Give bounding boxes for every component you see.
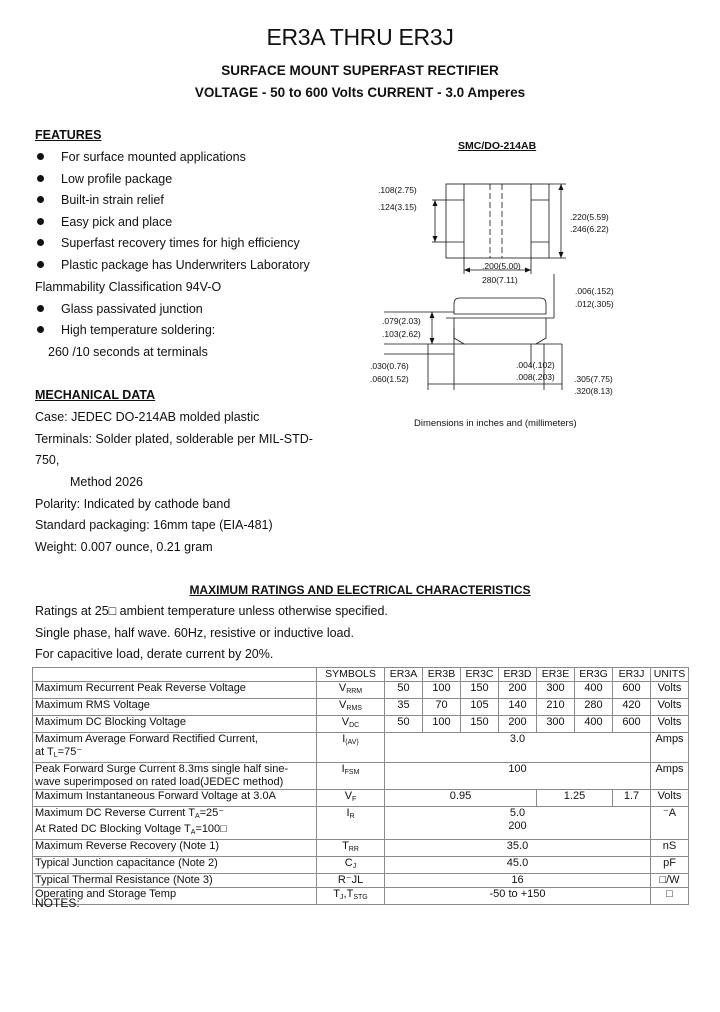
table-header-row bbox=[33, 668, 689, 682]
dim-label: .030(0.76) bbox=[370, 361, 409, 371]
dim-label: .103(2.62) bbox=[382, 329, 421, 339]
dim-label: .200(5.00) bbox=[482, 261, 521, 271]
symbol-cell: $V_{RRM}$ bbox=[317, 682, 385, 699]
dim-label: .305(7.75) bbox=[574, 374, 613, 384]
subtitle-voltage-current: VOLTAGE - 50 to 600 Volts CURRENT - 3.0 Amperes bbox=[194, 85, 526, 100]
table-row bbox=[33, 699, 689, 716]
value-cell: 45.0 bbox=[385, 857, 651, 874]
mech-terminals: Terminals: Solder plated, solderable per MIL-STD- bbox=[35, 432, 313, 446]
header-cell: ER3C bbox=[461, 668, 499, 682]
value-cell: 105 bbox=[461, 699, 499, 716]
value-cell: 200 bbox=[499, 716, 537, 733]
feature-item: For surface mounted applications bbox=[61, 150, 246, 164]
table-row bbox=[33, 857, 689, 874]
dim-label: .246(6.22) bbox=[570, 224, 609, 234]
unit-cell: nS bbox=[651, 840, 689, 857]
features-heading: FEATURES bbox=[35, 128, 102, 142]
value-cell: 16 bbox=[385, 874, 651, 888]
feature-item: Glass passivated junction bbox=[61, 302, 203, 316]
table-row bbox=[33, 807, 689, 840]
param-cell: Maximum Average Forward Rectified Current, at $T_L=75^-$ bbox=[33, 733, 317, 763]
mech-polarity: Polarity: Indicated by cathode band bbox=[35, 497, 231, 511]
bullet-icon bbox=[37, 305, 44, 312]
symbol-cell: $I_{(AV)}$ bbox=[317, 733, 385, 763]
value-cell: 150 bbox=[461, 682, 499, 699]
header-cell: ER3J bbox=[613, 668, 651, 682]
unit-cell: Volts bbox=[651, 682, 689, 699]
param-cell: Peak Forward Surge Current 8.3ms single half sine- wave superimposed on rated load(JEDEC method) bbox=[33, 763, 317, 790]
symbol-cell: $V_F$ bbox=[317, 790, 385, 807]
table-row bbox=[33, 840, 689, 857]
value-cell: 70 bbox=[423, 699, 461, 716]
mech-weight: Weight: 0.007 ounce, 0.21 gram bbox=[35, 540, 213, 554]
dim-label: .006(.152) bbox=[575, 286, 614, 296]
dim-label: .060(1.52) bbox=[370, 374, 409, 384]
value-cell: 100 bbox=[385, 763, 651, 790]
dim-label: 280(7.11) bbox=[482, 275, 518, 285]
header-cell: SYMBOLS bbox=[317, 668, 385, 682]
dim-label: .004(.102) bbox=[516, 360, 555, 370]
value-cell: 3.0 bbox=[385, 733, 651, 763]
bullet-icon bbox=[37, 196, 44, 203]
value-cell: 600 bbox=[613, 716, 651, 733]
param-cell: Maximum RMS Voltage bbox=[33, 699, 317, 716]
value-cell: 600 bbox=[613, 682, 651, 699]
header-cell bbox=[33, 668, 317, 682]
value-cell: 400 bbox=[575, 682, 613, 699]
unit-cell: Amps bbox=[651, 733, 689, 763]
header-cell: ER3B bbox=[423, 668, 461, 682]
table-row bbox=[33, 874, 689, 888]
header-cell: ER3E bbox=[537, 668, 575, 682]
symbol-cell: $T_{RR}$ bbox=[317, 840, 385, 857]
dim-label: .124(3.15) bbox=[378, 202, 417, 212]
feature-item: Easy pick and place bbox=[61, 215, 173, 229]
feature-item: Plastic package has Underwriters Laboratory bbox=[61, 258, 310, 272]
header-cell: UNITS bbox=[651, 668, 689, 682]
value-cell: 100 bbox=[423, 716, 461, 733]
electrical-characteristics-table bbox=[32, 667, 689, 905]
mechanical-heading: MECHANICAL DATA bbox=[35, 388, 156, 402]
value-cell: 420 bbox=[613, 699, 651, 716]
unit-cell: pF bbox=[651, 857, 689, 874]
param-cell: Maximum Recurrent Peak Reverse Voltage bbox=[33, 682, 317, 699]
unit-cell: Volts bbox=[651, 716, 689, 733]
header-cell: ER3D bbox=[499, 668, 537, 682]
ratings-line: Ratings at 25□ ambient temperature unless otherwise specified. bbox=[35, 604, 388, 618]
unit-cell: ⁻A bbox=[651, 807, 689, 840]
value-cell: 280 bbox=[575, 699, 613, 716]
unit-cell: □/W bbox=[651, 874, 689, 888]
header-cell: ER3G bbox=[575, 668, 613, 682]
table-row bbox=[33, 888, 689, 905]
feature-item: High temperature soldering: bbox=[61, 323, 216, 337]
symbol-cell: $I_R$ bbox=[317, 807, 385, 840]
dim-label: .220(5.59) bbox=[570, 212, 609, 222]
bullet-icon bbox=[37, 153, 44, 160]
mech-method: Method 2026 bbox=[70, 475, 143, 489]
dimension-caption: Dimensions in inches and (millimeters) bbox=[414, 418, 577, 429]
bullet-icon bbox=[37, 326, 44, 333]
ratings-line: For capacitive load, derate current by 20%. bbox=[35, 647, 274, 661]
dim-label: .320(8.13) bbox=[574, 386, 613, 396]
param-cell: Operating and Storage Temp bbox=[33, 888, 317, 905]
value-cell: 50 bbox=[385, 716, 423, 733]
symbol-cell: $V_{RMS}$ bbox=[317, 699, 385, 716]
value-cell: 300 bbox=[537, 682, 575, 699]
param-cell: Maximum DC Blocking Voltage bbox=[33, 716, 317, 733]
table-row bbox=[33, 790, 689, 807]
unit-cell: Volts bbox=[651, 790, 689, 807]
param-cell: Maximum Reverse Recovery (Note 1) bbox=[33, 840, 317, 857]
bullet-icon bbox=[37, 239, 44, 246]
symbol-cell: $C_J$ bbox=[317, 857, 385, 874]
ratings-line: Single phase, half wave. 60Hz, resistive or inductive load. bbox=[35, 626, 354, 640]
bullet-icon bbox=[37, 175, 44, 182]
package-title: SMC/DO-214AB bbox=[458, 140, 537, 152]
param-cell: Maximum DC Reverse Current $T_A=25^-$ At Rated DC Blocking Voltage $T_A=100□$ bbox=[33, 807, 317, 840]
header-cell: ER3A bbox=[385, 668, 423, 682]
value-cell: 300 bbox=[537, 716, 575, 733]
package-side-body bbox=[454, 298, 546, 314]
feature-item: Low profile package bbox=[61, 172, 173, 186]
value-cell: 50 bbox=[385, 682, 423, 699]
value-cell: 35 bbox=[385, 699, 423, 716]
dim-label: .012(.305) bbox=[575, 299, 614, 309]
value-cell: 200 bbox=[499, 682, 537, 699]
symbol-cell: $I_{FSM}$ bbox=[317, 763, 385, 790]
symbol-cell: R⁻JL bbox=[317, 874, 385, 888]
table-row bbox=[33, 733, 689, 763]
value-cell: 0.95 bbox=[385, 790, 537, 807]
value-cell: -50 to +150 bbox=[385, 888, 651, 905]
value-cell: 1.7 bbox=[613, 790, 651, 807]
value-cell: 100 bbox=[423, 682, 461, 699]
value-cell: 150 bbox=[461, 716, 499, 733]
ratings-heading: MAXIMUM RATINGS AND ELECTRICAL CHARACTERISTICS bbox=[189, 583, 531, 597]
page-title: ER3A THRU ER3J bbox=[266, 24, 454, 50]
flammability-text: Flammability Classification 94V-O bbox=[35, 280, 222, 294]
dim-label: .008(.203) bbox=[516, 372, 555, 382]
soldering-detail: 260 /10 seconds at terminals bbox=[48, 345, 208, 359]
dim-label: .079(2.03) bbox=[382, 316, 421, 326]
param-cell: Typical Junction capacitance (Note 2) bbox=[33, 857, 317, 874]
mech-terminals-cont: 750, bbox=[35, 453, 60, 467]
table-row bbox=[33, 682, 689, 699]
bullet-icon bbox=[37, 261, 44, 268]
param-cell: Maximum Instantaneous Forward Voltage at 3.0A bbox=[33, 790, 317, 807]
param-cell: Typical Thermal Resistance (Note 3) bbox=[33, 874, 317, 888]
unit-cell: □ bbox=[651, 888, 689, 905]
mech-packaging: Standard packaging: 16mm tape (EIA-481) bbox=[35, 518, 273, 532]
value-cell: 400 bbox=[575, 716, 613, 733]
value-cell: 140 bbox=[499, 699, 537, 716]
unit-cell: Volts bbox=[651, 699, 689, 716]
notes-heading: NOTES: bbox=[35, 896, 80, 910]
table-row bbox=[33, 763, 689, 790]
bullet-icon bbox=[37, 218, 44, 225]
value-cell: 5.0 200 bbox=[385, 807, 651, 840]
subtitle-product-type: SURFACE MOUNT SUPERFAST RECTIFIER bbox=[221, 63, 499, 78]
package-dimension-diagram bbox=[368, 178, 628, 398]
dim-label: .108(2.75) bbox=[378, 185, 417, 195]
feature-item: Built-in strain relief bbox=[61, 193, 164, 207]
table-row bbox=[33, 716, 689, 733]
value-cell: 35.0 bbox=[385, 840, 651, 857]
mech-case: Case: JEDEC DO-214AB molded plastic bbox=[35, 410, 260, 424]
feature-item: Superfast recovery times for high efficiency bbox=[61, 236, 300, 250]
value-cell: 1.25 bbox=[537, 790, 613, 807]
package-top-body bbox=[446, 184, 549, 258]
value-cell: 210 bbox=[537, 699, 575, 716]
symbol-cell: $T_J,T_{STG}$ bbox=[317, 888, 385, 905]
symbol-cell: $V_{DC}$ bbox=[317, 716, 385, 733]
unit-cell: Amps bbox=[651, 763, 689, 790]
